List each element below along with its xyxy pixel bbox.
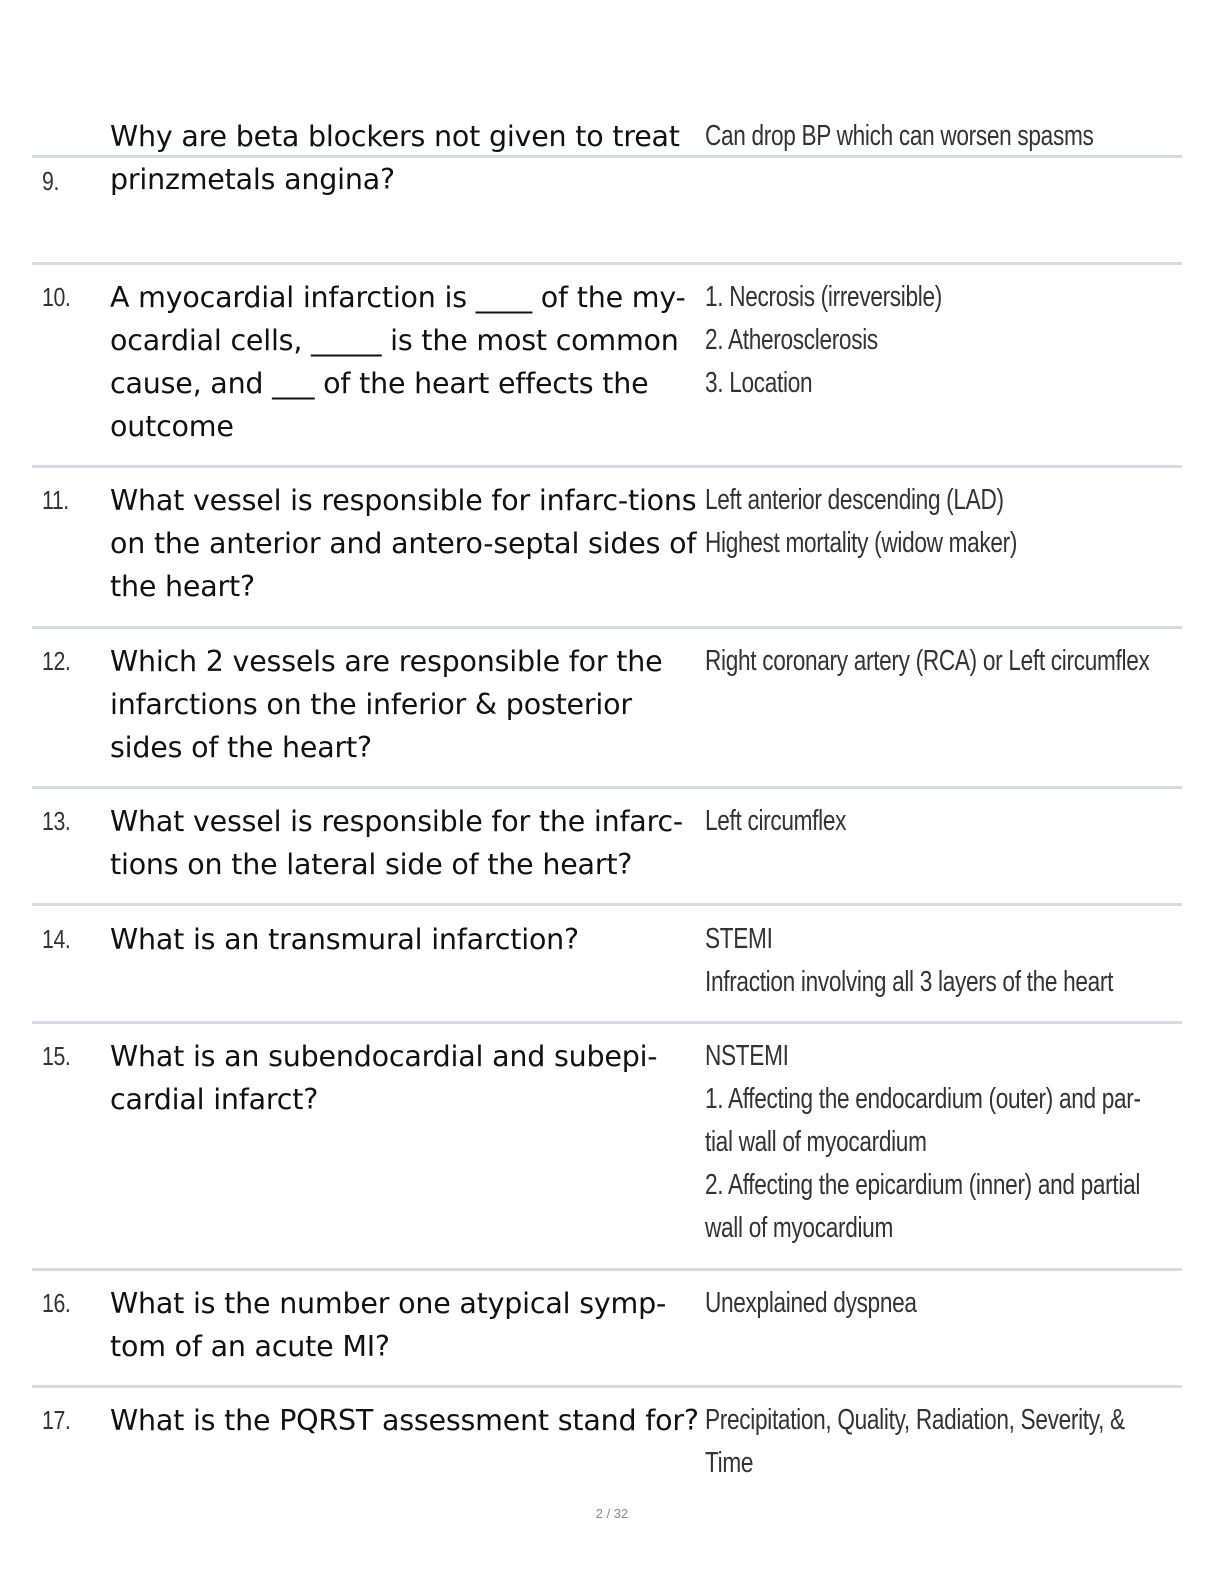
question-text: A myocardial infarction is ____ of the my-ocardial cells, _____ is the most common cause, and ___ of the heart effects the outcome bbox=[110, 281, 686, 443]
question-text: What is an transmural infarction? bbox=[110, 923, 579, 956]
answer-line: 1. Necrosis (irreversible) bbox=[705, 281, 942, 313]
answer-text bbox=[705, 115, 1175, 158]
question-number: 16. bbox=[42, 1288, 71, 1318]
row-divider bbox=[32, 626, 1182, 629]
question-text: What is the PQRST assessment stand for? bbox=[110, 1404, 699, 1437]
answer-text bbox=[705, 1282, 1175, 1325]
question-number: 12. bbox=[42, 646, 71, 676]
answer-text bbox=[705, 479, 1175, 565]
row-divider bbox=[32, 465, 1182, 468]
question-text: Which 2 vessels are responsible for the infarctions on the inferior & posterior sides of the heart? bbox=[110, 645, 663, 764]
answer-text bbox=[705, 800, 1175, 843]
question-number: 9. bbox=[42, 166, 59, 196]
question-text: What is the number one atypical symp-tom of an acute MI? bbox=[110, 1287, 667, 1363]
answer-line: 2. Atherosclerosis bbox=[705, 324, 878, 356]
question-text: Why are beta blockers not given to treat prinzmetals angina? bbox=[110, 120, 680, 196]
question-text: What vessel is responsible for infarc-tions on the anterior and antero-septal sides of the heart? bbox=[110, 484, 697, 603]
answer-text bbox=[705, 276, 1175, 405]
answer-line: 3. Location bbox=[705, 367, 813, 399]
answer-line: Time bbox=[705, 1447, 754, 1479]
answer-line: Infraction involving all 3 layers of the heart bbox=[705, 966, 1114, 998]
answer-line: Highest mortality (widow maker) bbox=[705, 527, 1018, 559]
row-divider bbox=[32, 903, 1182, 906]
row-divider bbox=[32, 1021, 1182, 1024]
answer-text bbox=[705, 1035, 1175, 1250]
answer-line: Left anterior descending (LAD) bbox=[705, 484, 1004, 516]
question-number: 17. bbox=[42, 1405, 71, 1435]
row-divider bbox=[32, 1385, 1182, 1388]
answer-line: tial wall of myocardium bbox=[705, 1126, 927, 1158]
question-number: 14. bbox=[42, 924, 71, 954]
page-indicator: 2 / 32 bbox=[595, 1506, 629, 1521]
question-number: 11. bbox=[42, 485, 69, 515]
row-divider bbox=[32, 1268, 1182, 1271]
question-text: What vessel is responsible for the infarc-tions on the lateral side of the heart? bbox=[110, 805, 684, 881]
answer-text bbox=[705, 640, 1175, 683]
answer-line: Precipitation, Quality, Radiation, Severity, & bbox=[705, 1404, 1125, 1436]
answer-line: Unexplained dyspnea bbox=[705, 1287, 917, 1319]
row-divider bbox=[32, 155, 1182, 158]
row-divider bbox=[32, 786, 1182, 789]
answer-line: Right coronary artery (RCA) or Left circumflex bbox=[705, 645, 1150, 677]
answer-line: 2. Affecting the epicardium (inner) and partial bbox=[705, 1169, 1141, 1201]
answer-line: Can drop BP which can worsen spasms bbox=[705, 120, 1094, 152]
row-divider bbox=[32, 262, 1182, 265]
question-number: 15. bbox=[42, 1041, 71, 1071]
answer-line: STEMI bbox=[705, 923, 773, 955]
answer-text bbox=[705, 918, 1175, 1004]
question-number: 13. bbox=[42, 806, 71, 836]
answer-line: Left circumflex bbox=[705, 805, 847, 837]
answer-line: 1. Affecting the endocardium (outer) and par- bbox=[705, 1083, 1141, 1115]
answer-line: wall of myocardium bbox=[705, 1212, 893, 1244]
question-number: 10. bbox=[42, 282, 71, 312]
question-text: What is an subendocardial and subepi-cardial infarct? bbox=[110, 1040, 658, 1116]
answer-text bbox=[705, 1399, 1175, 1485]
answer-line: NSTEMI bbox=[705, 1040, 789, 1072]
